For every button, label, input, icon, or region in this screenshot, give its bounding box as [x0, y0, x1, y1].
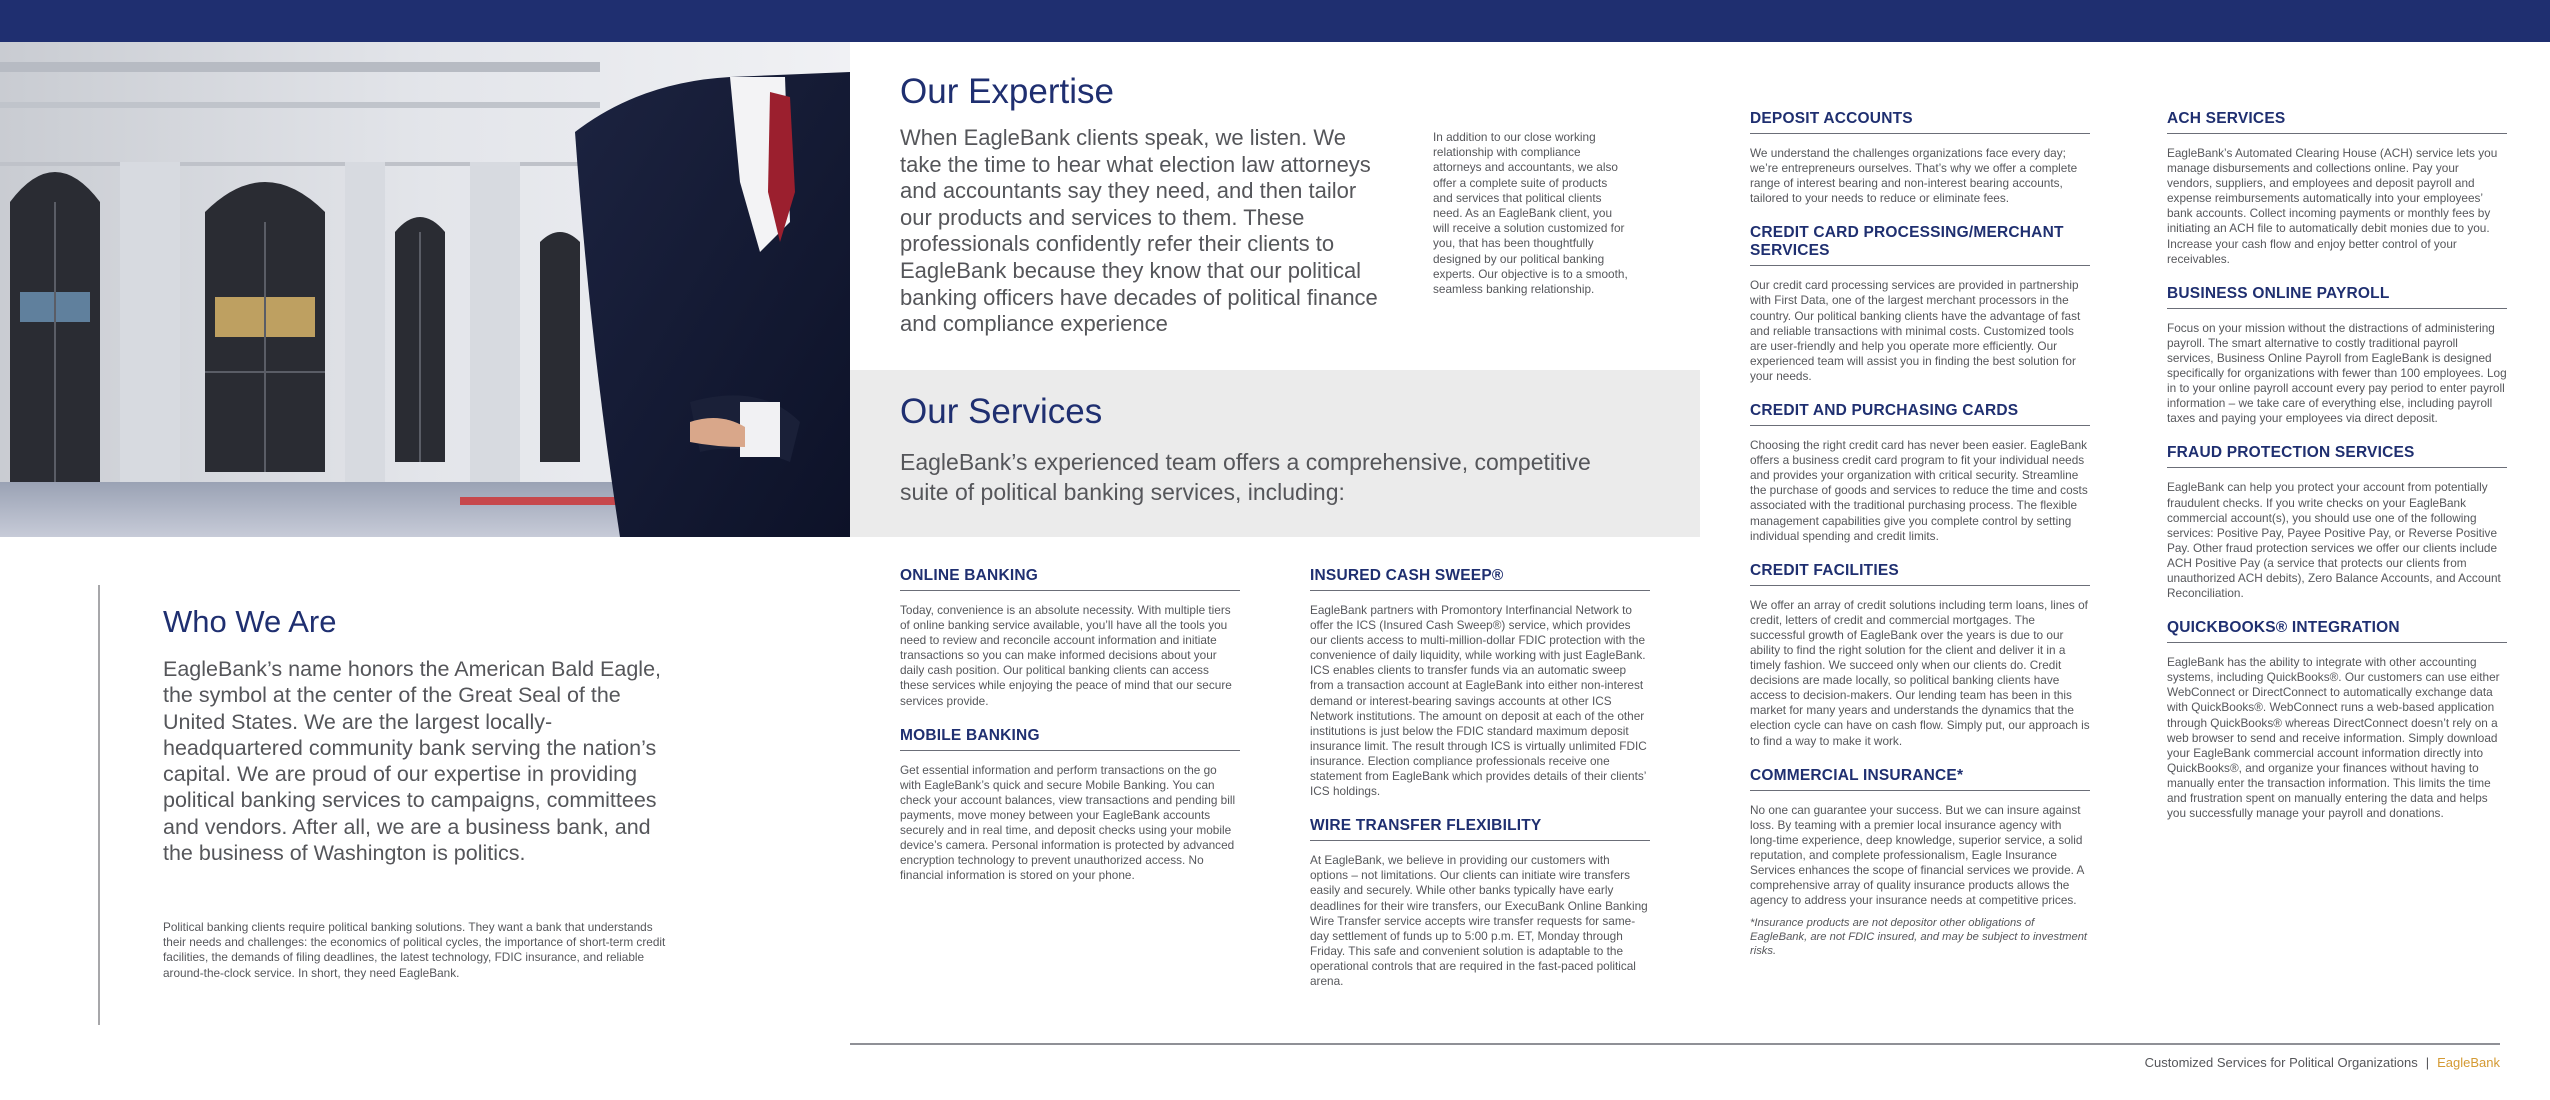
top-bar — [0, 0, 2550, 42]
business-online-payroll-text: Focus on your mission without the distractions of administering payroll. The smart alternative to costly traditional payroll services, Business Online Payroll from EagleBank is designed specifically for organizations with fewer than 100 employees. Log in to your online payroll account every pay period to enter payroll information – we take care of everything else, including payroll taxes and paying your employees via direct deposit. — [2167, 320, 2507, 426]
who-lead: EagleBank’s name honors the American Bald Eagle, the symbol at the center of the Great Seal of the United States. We are the largest locally-headquartered community bank serving the nation’s capital. We are proud of our expertise in providing political banking services to campaigns, committees and vendors. After all, we are a business bank, and the business of Washington is politics. — [163, 657, 661, 866]
hero-photo — [0, 42, 850, 537]
insured-cash-sweep-text: EagleBank partners with Promontory Interfinancial Network to offer the ICS (Insured Cash Sweep®) service, which provides our clients access to multi-million-dollar FDIC protection with the convenience of daily liquidity, while working with just EagleBank. ICS enables clients to transfer funds via an automatic sweep from a transaction account at EagleBank into either non-interest demand or interest-bearing savings accounts at other ICS Network institutions. The amount on deposit at each of the other institutions is just below the FDIC standard maximum deposit insurance limit. The result through ICS is virtually unlimited FDIC insurance. Election compliance professionals receive one statement from EagleBank which provides details of their clients’ ICS holdings. — [1310, 603, 1647, 799]
credit-purchasing-cards-text: Choosing the right credit card has never been easier. EagleBank offers a business credit card program to fit your individual needs and provides your organization with critical security. Streamline the purchase of goods and services to reduce the time and costs associated with the traditional purchasing process. The flexible management capabilities give you complete control by setting individual spending and credit limits. — [1750, 438, 2088, 543]
footer — [2145, 1055, 2500, 1070]
wire-transfer-text: At EagleBank, we believe in providing our customers with options – not limitations. Our clients can initiate wire transfers easily and securely. While other banks typically have early deadlines for their wire transfers, our ExecuBank Online Banking Wire Transfer service accepts wire transfer requests for same-day settlement of funds up to 5:00 p.m. ET, Monday through Friday. This safe and convenient solution is adaptable to the operational controls that are required in the fast-paced political arena. — [1310, 853, 1648, 988]
commercial-insurance-text: No one can guarantee your success. But we can insure against loss. By teaming with a premier local insurance agency with long-time experience, deep knowledge, superior service, a solid reputation, and complete professionalism, Eagle Insurance Services enhances the scope of financial services we provide. A comprehensive array of quality insurance products allows the agency to address your insurance needs at competitive prices. — [1750, 802, 2084, 908]
wire-transfer-heading: WIRE TRANSFER FLEXIBILITY — [1310, 817, 1650, 841]
expertise-side-text: In addition to our close working relationship with compliance attorneys and accountants, we also offer a complete suite of products and services that political clients need. As an EagleBank client, you will receive a solution customized for you, that has been thoughtfully designed by our political banking experts. Our objective is to a smooth, seamless banking relationship. — [1433, 130, 1628, 297]
services-title: Our Services — [900, 392, 1103, 431]
footer-separator: | — [2425, 1055, 2430, 1070]
fraud-protection-text: EagleBank can help you protect your account from potentially fraudulent checks. If you write checks on your EagleBank commercial account(s), you should use one of the following services: Positive Pay, Payee Positive Pay, or Reverse Positive Pay. Other fraud protection services we offer our clients include ACH Positive Pay (a service that protects our clients from unauthorized ACH debits), Zero Balance Accounts, and Account Reconciliation. — [2167, 480, 2501, 601]
credit-facilities-text: We offer an array of credit solutions including term loans, lines of credit, letters of credit and commercial mortgages. The successful growth of EagleBank over the years is due to our ability to find the right solution for the client and deliver it in a timely fashion. We succeed only when our clients do. Credit decisions are made locally, so political banking clients have access to decision-makers. Our lending team has been in this market for many years and understands the dynamics that the election cycle can have on cash flow. Simply put, our approach is to find a way to make it work. — [1750, 597, 2090, 748]
mobile-banking-text: Get essential information and perform transactions on the go with EagleBank’s quick and secure Mobile Banking. You can check your account balances, view transactions and pending bill payments, move money between your EagleBank accounts securely and in real time, and deposit checks using your mobile device’s camera. Personal information is protected by advanced encryption technology to prevent unauthorized access. No financial information is stored on your phone. — [900, 762, 1236, 883]
deposit-accounts-heading: DEPOSIT ACCOUNTS — [1750, 110, 2090, 134]
services-column-4 — [2167, 110, 2507, 839]
commercial-insurance-heading: COMMERCIAL INSURANCE* — [1750, 767, 2090, 791]
footer-brand: EagleBank — [2437, 1055, 2500, 1070]
who-title: Who We Are — [163, 604, 337, 639]
services-column-3 — [1750, 110, 2090, 958]
credit-purchasing-cards-heading: CREDIT AND PURCHASING CARDS — [1750, 402, 2090, 426]
services-lead: EagleBank’s experienced team offers a comprehensive, competitive suite of political banking services, including: — [900, 449, 1591, 505]
credit-card-processing-text: Our credit card processing services are provided in partnership with First Data, one of the largest merchant processors in the country. Our political banking clients have the advantage of fast and reliable transactions with minimal costs. Customized tools are user-friendly and help you operate more efficiently. Our experienced team will assist you in finding the best solution for your needs. — [1750, 278, 2081, 383]
online-banking-text: Today, convenience is an absolute necessity. With multiple tiers of online banking service available, you’ll have all the tools you need to review and reconcile account information and initiate transactions so you can make informed decisions about your daily cash position. Our political banking clients can access these services while enjoying the peace of mind that our secure services provide. — [900, 603, 1232, 708]
ach-services-heading: ACH SERVICES — [2167, 110, 2507, 134]
insured-cash-sweep-heading: INSURED CASH SWEEP® — [1310, 567, 1650, 591]
quickbooks-integration-heading: QUICKBOOKS® INTEGRATION — [2167, 619, 2507, 643]
online-banking-heading: ONLINE BANKING — [900, 567, 1240, 591]
ach-services-text: EagleBank’s Automated Clearing House (ACH) service lets you manage disbursements and collections online. Pay your vendors, suppliers, and employees and deposit payroll and expense reimbursements automatically into your employees’ bank accounts. Collect incoming payments or monthly fees by initiating an ACH file to automatically debit monies due to you. Increase your cash flow and enjoy better control of your receivables. — [2167, 146, 2498, 266]
services-column-1 — [900, 567, 1240, 901]
expertise-lead: When EagleBank clients speak, we listen. We take the time to hear what election law attorneys and accountants say they need, and then tailor our products and services to them. These professionals confidently refer their clients to EagleBank because they know that our political banking officers have decades of political finance and compliance experience — [900, 125, 1378, 337]
insurance-footnote: *Insurance products are not depositor other obligations of EagleBank, are not FDIC insured, and may be subject to investment risks. — [1750, 917, 2088, 958]
credit-facilities-heading: CREDIT FACILITIES — [1750, 562, 2090, 586]
footer-text: Customized Services for Political Organizations — [2144, 1055, 2418, 1070]
who-small-text: Political banking clients require political banking solutions. They want a bank that understands their needs and challenges: the economics of political cycles, the importance of short-term credit facilities, the demands of filing deadlines, the latest technology, FDIC insurance, and reliable around-the-clock service. In short, they need EagleBank. — [163, 920, 666, 980]
expertise-title: Our Expertise — [900, 72, 1114, 111]
business-online-payroll-heading: BUSINESS ONLINE PAYROLL — [2167, 285, 2507, 309]
credit-card-processing-heading: CREDIT CARD PROCESSING/MERCHANT SERVICES — [1750, 224, 2090, 266]
fraud-protection-heading: FRAUD PROTECTION SERVICES — [2167, 444, 2507, 468]
deposit-accounts-text: We understand the challenges organizations face every day; we’re entrepreneurs ourselves. That’s why we offer a complete range of interest bearing and non-interest bearing accounts, tailored to your needs to reduce or eliminate fees. — [1750, 146, 2078, 206]
services-column-2 — [1310, 567, 1650, 1007]
footer-rule — [850, 1043, 2500, 1045]
left-rule — [98, 585, 100, 1025]
quickbooks-integration-text: EagleBank has the ability to integrate with other accounting systems, including QuickBooks®. Our customers can use either WebConnect or DirectConnect to automatically exchange data with QuickBooks®. WebConnect runs a web-based application through QuickBooks® whereas DirectConnect doesn’t rely on a web browser to send and receive information. Simply download your EagleBank commercial account information directly into QuickBooks®, and organize your finances without having to manually enter the transaction information. This limits the time and frustration spent on manually entering the data and helps you successfully manage your payroll and donations. — [2167, 655, 2500, 821]
mobile-banking-heading: MOBILE BANKING — [900, 727, 1240, 751]
